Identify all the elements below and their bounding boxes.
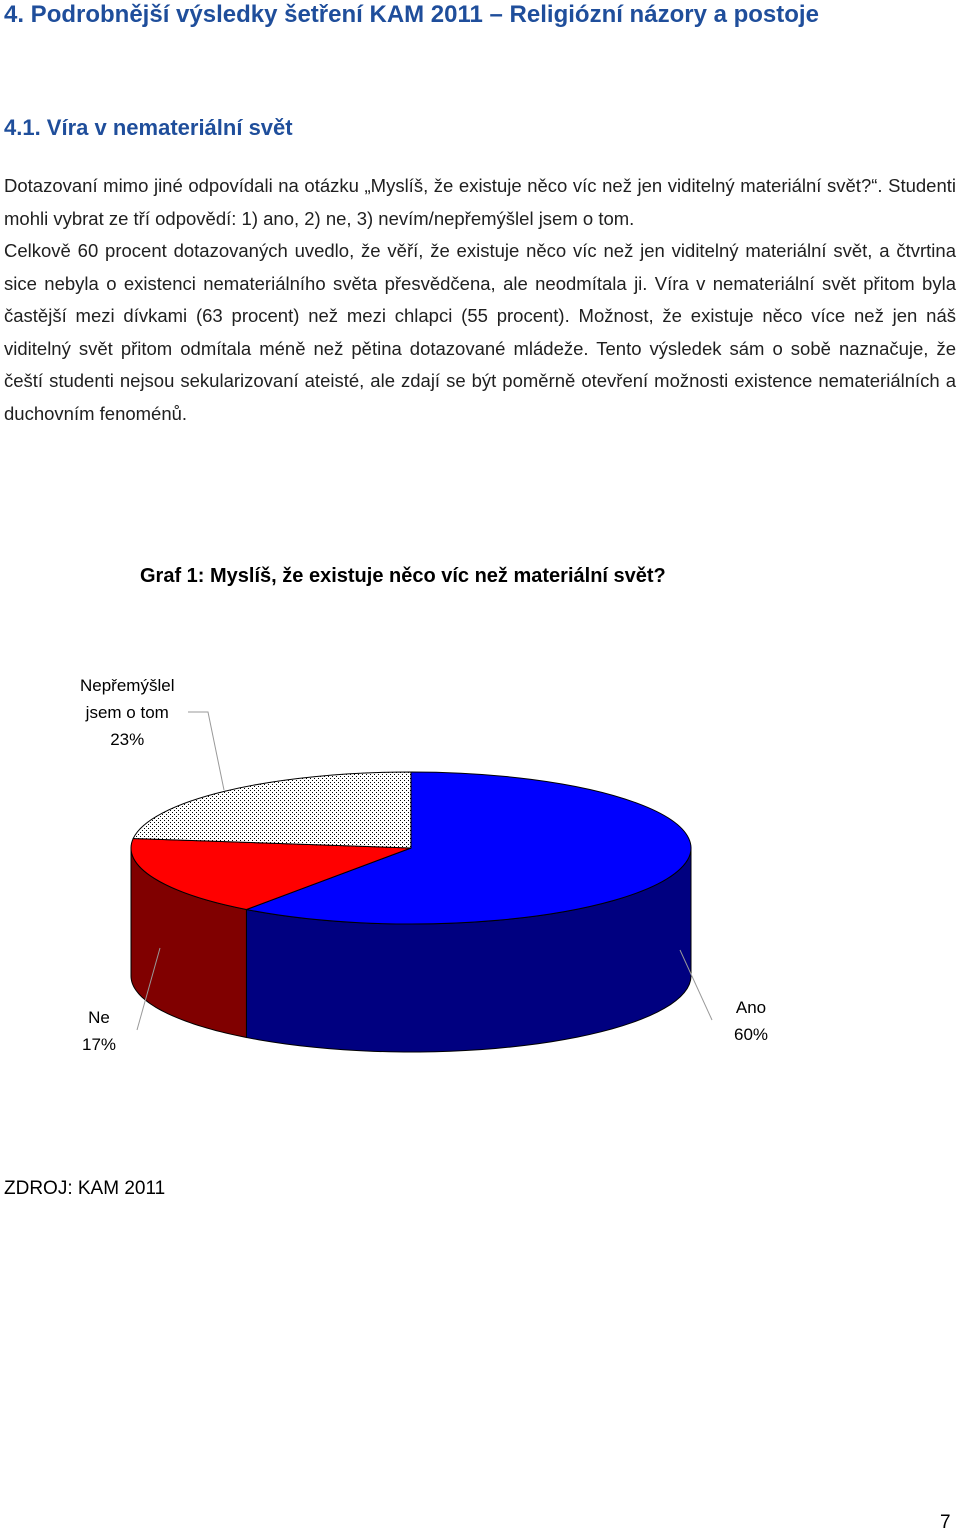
intro-paragraph: Dotazovaní mimo jiné odpovídali na otázku „Myslíš, že existuje něco víc než jen viditelný materiální svět?“. Studenti mohli vybrat ze tří odpovědí: 1) ano, 2) ne, 3) nevím/nepřemýšlel jsem o tom. xyxy=(4,175,956,229)
section-heading: 4. Podrobnější výsledky šetření KAM 2011 – Religiózní názory a postoje xyxy=(4,1,819,28)
chart-title: Graf 1: Myslíš, že existuje něco víc než materiální svět? xyxy=(140,565,666,587)
label-nepremyslel-line1: Nepřemýšlel xyxy=(80,676,175,695)
label-nepremyslel-line2: jsem o tom xyxy=(85,703,169,722)
source-note: ZDROJ: KAM 2011 xyxy=(4,1178,166,1199)
label-ano-line1: Ano xyxy=(735,998,767,1017)
label-ne-pct: 17% xyxy=(82,1035,117,1054)
label-ano xyxy=(734,994,768,1048)
pie-slice-2 xyxy=(133,772,411,848)
results-paragraph: Celkově 60 procent dotazovaných uvedlo, že věří, že existuje něco víc než jen viditelný materiální svět, a čtvrtina sice nebyla o existenci nemateriálního světa přesvědčena, ale neodmítala ji. Víra v nemateriální svět přitom byla častější mezi dívkami (63 procent) než mezi chlapci (55 procent). Možnost, že existuje něco více než jen náš viditelný svět přitom odmítala méně než pětina dotazované mládeže. Tento výsledek sám o sobě naznačuje, že čeští studenti nejsou sekularizovaní ateisté, ale zdají se být poměrně otevření možnosti existence nemateriálních a duchovním fenoménů. xyxy=(4,240,956,424)
page-number: 7 xyxy=(940,1512,951,1533)
label-ne xyxy=(82,1004,116,1058)
label-nepremyslel-pct: 23% xyxy=(110,730,145,749)
label-nepremyslel xyxy=(80,672,174,753)
subsection-heading: 4.1. Víra v nemateriální svět xyxy=(4,115,293,140)
label-ano-pct: 60% xyxy=(734,1025,769,1044)
label-ne-line1: Ne xyxy=(88,1008,110,1027)
leader-line-nepremyslel xyxy=(188,712,224,790)
